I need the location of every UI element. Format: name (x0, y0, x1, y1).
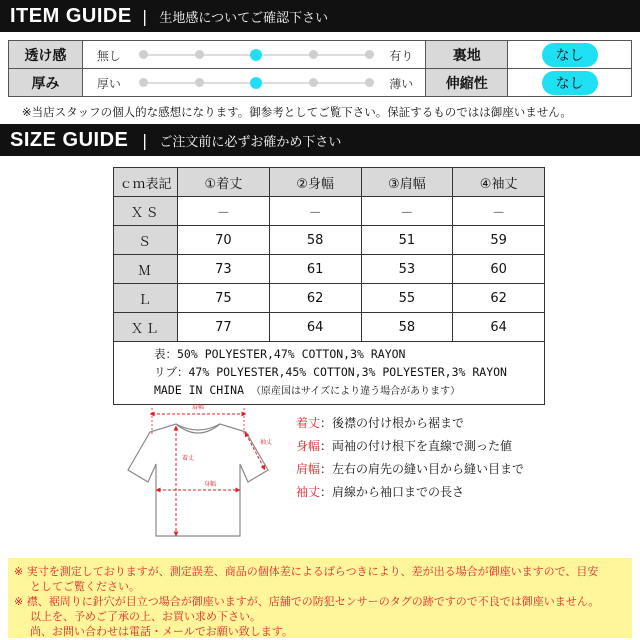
disclaimer-line: としてご覧ください。 (30, 580, 140, 593)
size-guide-title: SIZE GUIDE (10, 128, 129, 151)
table-cell: 75 (178, 284, 270, 313)
table-cell: 58 (269, 226, 361, 255)
table-cell: 51 (361, 226, 453, 255)
legend-item (296, 435, 524, 458)
tshirt-measurement-diagram (118, 402, 278, 542)
feel-side-value-badge: なし (542, 71, 598, 95)
table-cell: 64 (453, 313, 545, 342)
disclaimer-line: 以上を、予めご了承の上、お買い求め下さい。 (30, 610, 261, 623)
table-cell: 55 (361, 284, 453, 313)
size-table (113, 167, 545, 405)
scale-dot-selected (250, 49, 262, 61)
feel-side-value-badge: なし (542, 43, 598, 67)
table-cell: 61 (269, 255, 361, 284)
table-row (114, 313, 545, 342)
legend-text: ：両袖の付け根下を直線で測った値 (320, 439, 513, 453)
table-cell: － (269, 197, 361, 226)
fabric-feel-row (9, 41, 632, 69)
material-row (114, 342, 545, 405)
table-row (114, 197, 545, 226)
scale-left-label: 厚い (96, 76, 121, 91)
scale-dot (195, 78, 204, 87)
table-row (114, 284, 545, 313)
legend-text: ：左右の肩先の縫い目から縫い目まで (320, 462, 525, 476)
scale-dot (309, 50, 318, 59)
feel-scale (82, 69, 425, 97)
shoulder-label: 肩幅 (191, 404, 205, 411)
size-table-header-row (114, 168, 545, 197)
scale-dot-selected (250, 77, 262, 89)
material-line-2: リブ：47% POLYESTER,45% COTTON,3% POLYESTER,3% RAYON (154, 365, 507, 379)
scale-dot (309, 78, 318, 87)
table-cell: 60 (453, 255, 545, 284)
origin-line (154, 381, 544, 401)
scale-right-label: 薄い (389, 76, 414, 91)
origin-note: （原産国はサイズにより違う場合があります） (250, 386, 461, 397)
disclaimer-box (8, 558, 632, 638)
scale-dot (365, 50, 374, 59)
table-cell: 73 (178, 255, 270, 284)
table-cell: 64 (269, 313, 361, 342)
scale-dot (195, 50, 204, 59)
size-header-sleeve: ④袖丈 (453, 168, 545, 197)
table-cell: 70 (178, 226, 270, 255)
fabric-feel-row (9, 69, 632, 97)
legend-item (296, 458, 524, 481)
legend-key: 袖丈 (296, 485, 321, 499)
size-guide-header (0, 124, 640, 156)
body-width-label: 身幅 (203, 481, 217, 488)
legend-key: 身幅 (296, 439, 321, 453)
scale-left-label: 無し (96, 48, 121, 63)
size-label: Ｓ (114, 226, 178, 255)
item-guide-header (0, 0, 640, 32)
disclaimer-line: 尚、お問い合わせは電話・メールでお願い致します。 (30, 625, 293, 638)
feel-scale (82, 41, 425, 69)
tshirt-outline (128, 424, 268, 536)
table-cell: 59 (453, 226, 545, 255)
size-label: ＸＳ (114, 197, 178, 226)
fabric-feel-table (8, 40, 632, 97)
scale-track (143, 82, 369, 84)
feel-label: 厚み (9, 69, 83, 97)
size-header-shoulder: ③肩幅 (361, 168, 453, 197)
scale-dot (365, 78, 374, 87)
feel-side-label: 裏地 (426, 41, 508, 69)
disclaimer-line: ※ 襟、裾周りに針穴が目立つ場合が御座いますが、店舗での防犯センサーのタグの跡ですので不良では御座いません。 (14, 595, 600, 608)
feel-side-value-cell (508, 41, 632, 69)
legend-key: 着丈 (296, 416, 321, 430)
table-cell: 62 (269, 284, 361, 313)
scale-track (143, 54, 369, 56)
header-separator: | (142, 130, 148, 150)
table-cell: － (453, 197, 545, 226)
legend-item (296, 481, 524, 504)
sleeve-label: 袖丈 (259, 439, 273, 446)
table-cell: 53 (361, 255, 453, 284)
disclaimer-line: ※ 実寸を測定しておりますが、測定誤差、商品の個体差によるばらつきにより、差が出る場合が御座いますので、目安 (14, 565, 599, 578)
legend-item (296, 412, 524, 435)
size-guide-subtitle: ご注文前に必ずお確かめ下さい (159, 134, 342, 150)
feel-label: 透け感 (9, 41, 83, 69)
feel-side-label: 伸縮性 (426, 69, 508, 97)
material-line-1: 表：50% POLYESTER,47% COTTON,3% RAYON (154, 347, 406, 361)
size-label: Ｌ (114, 284, 178, 313)
item-guide-subtitle: 生地感についてご確認下さい (159, 10, 329, 26)
size-header-length: ①着丈 (178, 168, 270, 197)
size-label: Ｍ (114, 255, 178, 284)
origin-text: MADE IN CHINA (154, 383, 245, 397)
feel-side-value-cell (508, 69, 632, 97)
table-row (114, 255, 545, 284)
legend-text: ：肩線から袖口までの長さ (320, 485, 465, 499)
size-header-unit: ｃｍ表記 (114, 168, 178, 197)
table-cell: 58 (361, 313, 453, 342)
item-guide-title: ITEM GUIDE (10, 4, 132, 27)
header-separator: | (142, 6, 148, 26)
feel-note: ※当店スタッフの個人的な感想になります。御参考としてご覧下さい。保証するものではは御座いません。 (22, 105, 572, 119)
scale-dot (139, 78, 148, 87)
size-header-body-width: ②身幅 (269, 168, 361, 197)
scale-right-label: 有り (389, 48, 414, 63)
size-label: ＸＬ (114, 313, 178, 342)
table-cell: 62 (453, 284, 545, 313)
table-cell: 77 (178, 313, 270, 342)
table-cell: － (361, 197, 453, 226)
measurement-legend (296, 412, 524, 504)
scale-dot (139, 50, 148, 59)
material-cell (114, 342, 545, 405)
legend-key: 肩幅 (296, 462, 321, 476)
table-cell: － (178, 197, 270, 226)
legend-text: ：後襟の付け根から裾まで (320, 416, 465, 430)
table-row (114, 226, 545, 255)
length-label: 着丈 (181, 455, 195, 462)
